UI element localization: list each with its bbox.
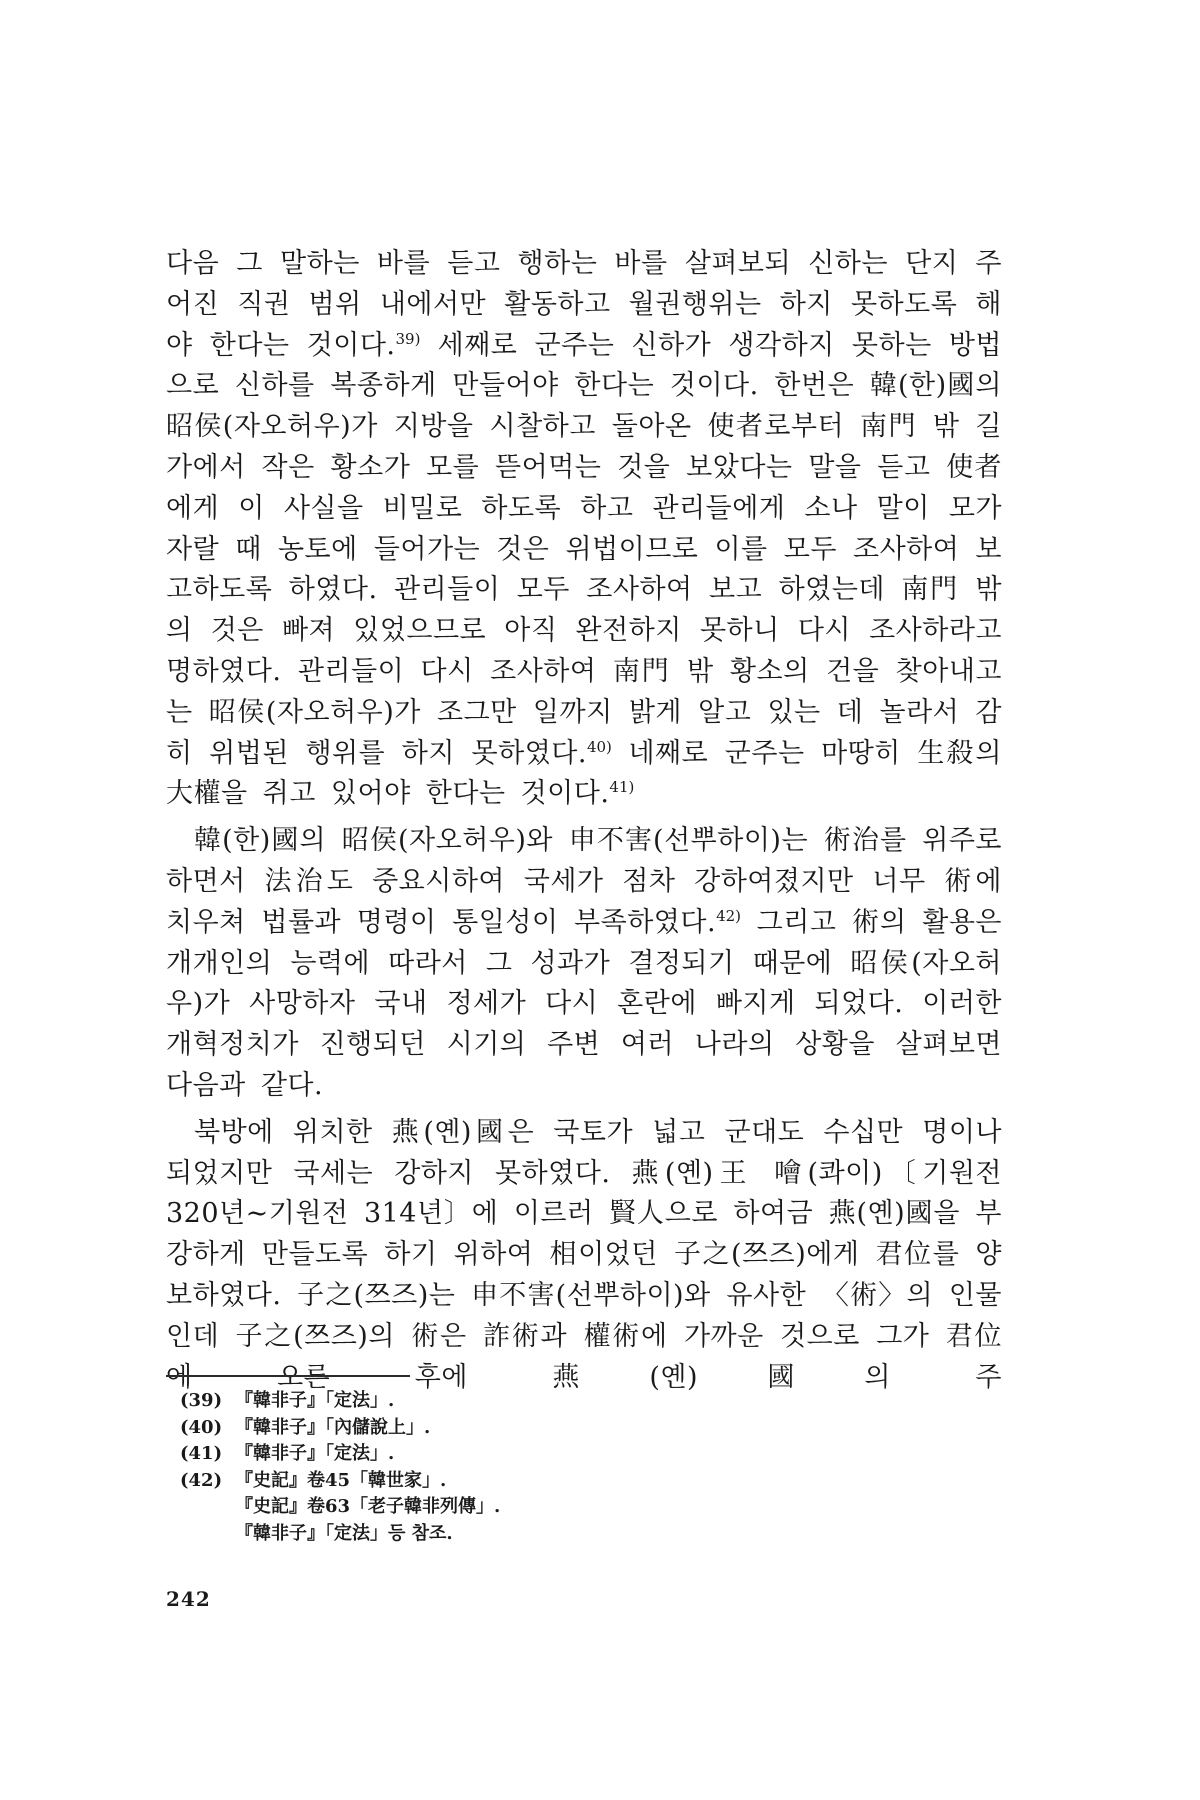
paragraph-2-text: 韓(한)國의 昭侯(자오허우)와 申不害(선뿌하이)는 術治를 위주로 하면서 法治도 중요시하여 국세가 점차 강하여졌지만 너무 術에 치우쳐 법률과 명령이 통일성이 부족하였다. [166,825,1002,938]
footnote-text: 『韓非子』「內儲說上」. [235,1416,431,1438]
footnote-39 [180,1388,980,1415]
footnote-41 [180,1441,980,1468]
paragraph-1-text-2: 세째로 군주는 신하가 생각하지 못하는 방법으로 신하를 복종하게 만들어야 한다는 것이다. 한번은 韓(한)國의 昭侯(자오허우)가 지방을 시찰하고 돌아온 使者로부터 南門 밖 길가에서 작은 황소가 모를 뜯어먹는 것을 보았다는 말을 듣고 使者에게 이 사실을 비밀로 하도록 하고 관리들에게 소나 말이 모가 자랄 때 농토에 들어가는 것은 위법이므로 이를 모두 조사하여 보고하도록 하였다. 관리들이 모두 조사하여 보고 하였는데 南門 밖의 것은 빠져 있었으므로 아직 완전하지 못하니 다시 조사하라고 명하였다. 관리들이 다시 조사하여 南門 밖 황소의 건을 찾아내고는 昭侯(자오허우)가 조그만 일까지 밝게 알고 있는 데 놀라서 감히 위법된 행위를 하지 못하였다. [166,329,1002,769]
paragraph-1-text-3: 네째로 군주는 마땅히 生殺의 大權을 쥐고 있어야 한다는 것이다. [166,737,1002,810]
page-number: 242 [166,1587,211,1611]
body-text [166,244,1002,1398]
footnote-42-continuation: 『韓非子』「定法」등 참조. [235,1522,453,1544]
paragraph-1 [166,244,1002,815]
paragraph-2-text-2: 그리고 術의 활용은 개개인의 능력에 따라서 그 성과가 결정되기 때문에 昭侯(자오허우)가 사망하자 국내 정세가 다시 혼란에 빠지게 되었다. 이러한 개혁정치가 진행되던 시기의 주변 여러 나라의 상황을 살펴보면 다음과 같다. [166,906,1003,1101]
paragraph-2 [166,821,1002,1107]
footnote-text: 『史記』卷45「韓世家」. [235,1469,447,1491]
footnote-40 [180,1415,980,1442]
footnote-number: (39) [180,1390,223,1411]
footnote-text: 『韓非子』「定法」. [235,1443,395,1464]
footnote-ref-40: 40) [586,737,612,756]
footnote-ref-42: 42) [716,906,742,925]
paragraph-3-text: 북방에 위치한 燕(옌)國은 국토가 넓고 군대도 수십만 명이나 되었지만 국세는 강하지 못하였다. 燕(옌)王 噲(콰이)〔기원전 320년∼기원전 314년〕에 이르러 賢人으로 하여금 燕(옌)國을 부강하게 만들도록 하기 위하여 相이었던 子之(쯔즈)에게 君位를 양보하였다. 子之(쯔즈)는 申不害(선뿌하이)와 유사한 〈術〉의 인물인데 子之(쯔즈)의 術은 詐術과 權術에 가까운 것으로 그가 君位에 오른 후에 燕(옌)國의 주 [166,1116,1002,1393]
footnote-42-continuation: 『史記』卷63「老子韓非列傳」. [235,1496,501,1517]
footnote-list [180,1388,980,1547]
footnote-separator [166,1375,410,1377]
paragraph-1-text: 다음 그 말하는 바를 듣고 행하는 바를 살펴보되 신하는 단지 주어진 직권 범위 내에서만 활동하고 월권행위는 하지 못하도록 해야 한다는 것이다. [166,248,1002,361]
footnote-text: 『韓非子』「定法」. [235,1390,395,1411]
paragraph-3 [166,1113,1002,1399]
footnote-number: (40) [180,1416,223,1438]
footnote-ref-41: 41) [609,778,635,797]
footnote-42 [180,1468,980,1495]
footnote-number: (42) [180,1469,223,1491]
footnote-ref-39: 39) [395,329,421,348]
footnote-number: (41) [180,1443,223,1464]
